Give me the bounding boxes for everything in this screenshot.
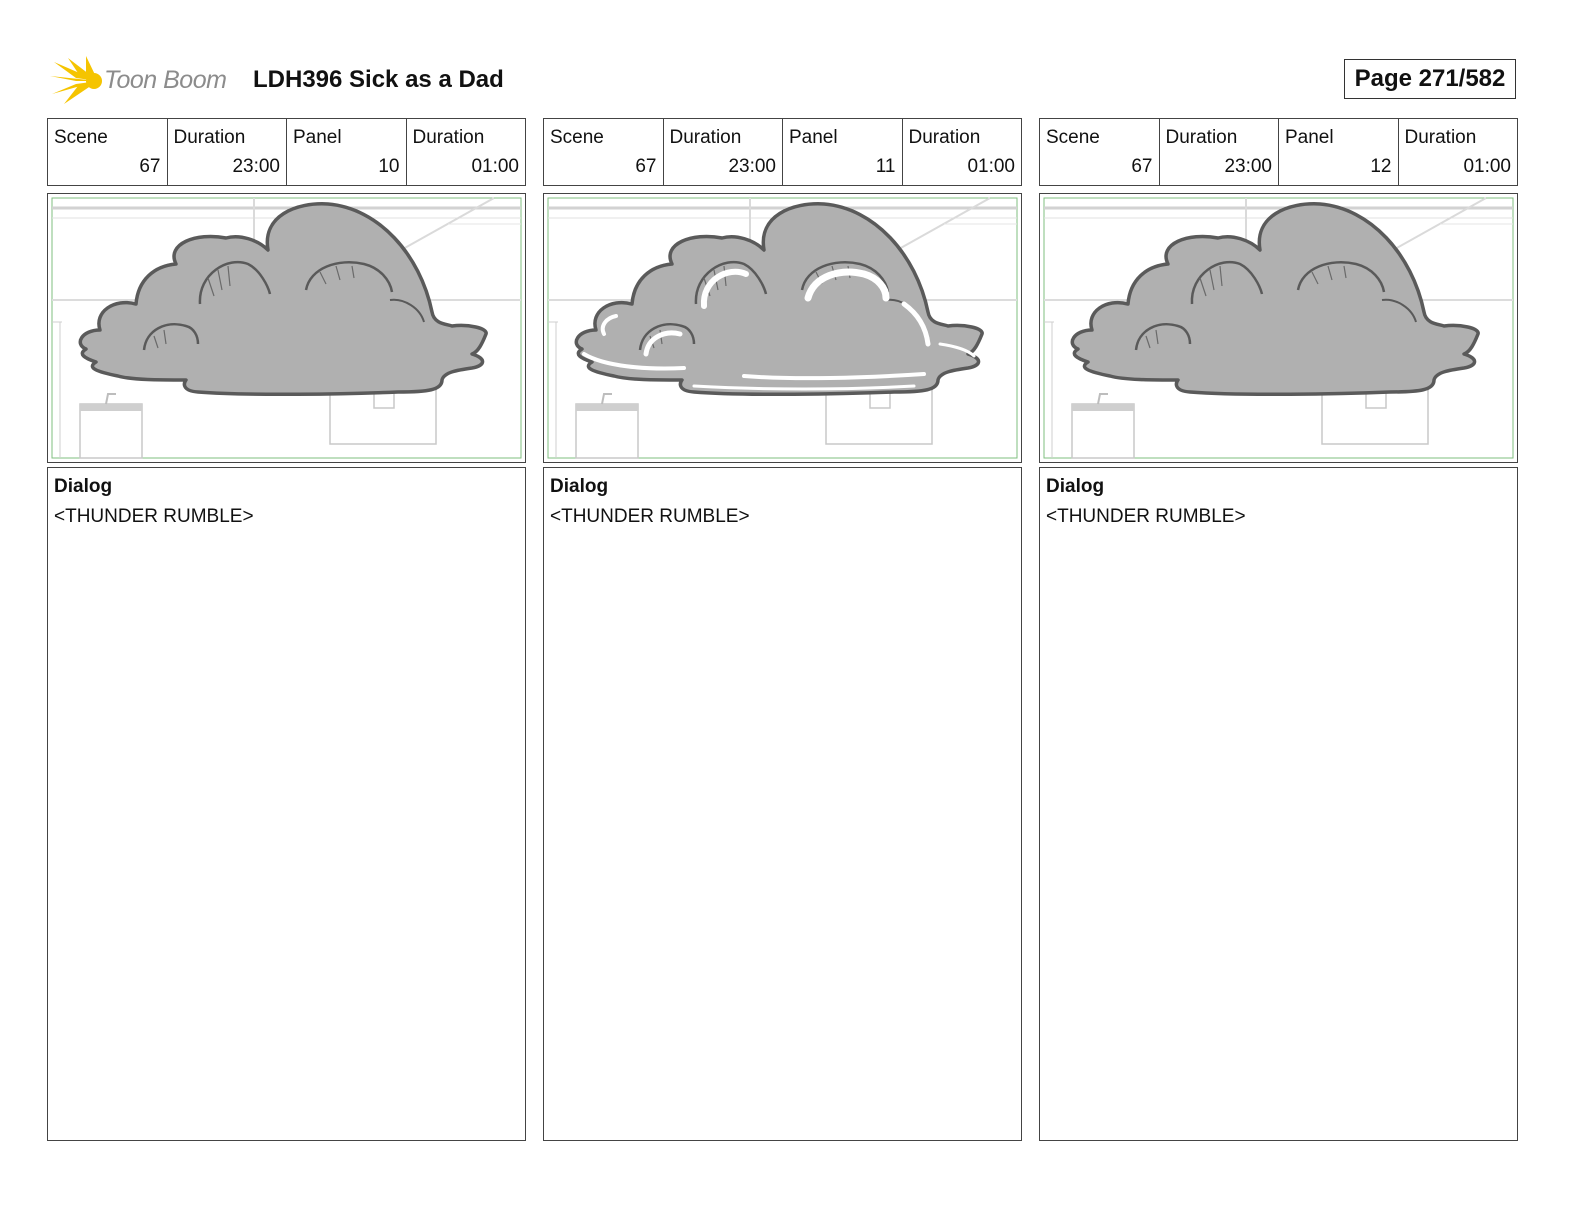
scene-cell: [1040, 119, 1160, 185]
dialog-label: Dialog: [54, 476, 113, 497]
scene-value: 67: [635, 156, 657, 177]
dialog-text: <THUNDER RUMBLE>: [54, 506, 254, 527]
scene-duration-value: 23:00: [1224, 156, 1272, 177]
dialog-text: <THUNDER RUMBLE>: [550, 506, 750, 527]
scene-duration-value: 23:00: [728, 156, 776, 177]
cloud-icon: [1040, 194, 1517, 462]
dialog-box: [1039, 467, 1518, 1141]
panel-value: 12: [1370, 156, 1392, 177]
panel-duration-label: Duration: [412, 127, 485, 148]
panel-duration-value: 01:00: [471, 156, 519, 177]
logo-text: Toon Boom: [104, 66, 227, 94]
toon-boom-logo: [50, 56, 240, 106]
panel-duration-cell: [407, 119, 526, 185]
scene-cell: [544, 119, 664, 185]
panel-cell: [783, 119, 903, 185]
document-title: LDH396 Sick as a Dad: [253, 66, 504, 93]
scene-label: Scene: [1046, 127, 1100, 148]
dialog-box: [543, 467, 1022, 1141]
scene-duration-label: Duration: [1165, 127, 1238, 148]
scene-duration-cell: [168, 119, 288, 185]
panel-duration-value: 01:00: [967, 156, 1015, 177]
panel-cell: [287, 119, 407, 185]
panel-value: 10: [378, 156, 400, 177]
panel-cell: [1279, 119, 1399, 185]
scene-label: Scene: [550, 127, 604, 148]
panel-label: Panel: [789, 127, 838, 148]
panel-duration-cell: [903, 119, 1022, 185]
panel-info-bar: [543, 118, 1022, 186]
scene-duration-label: Duration: [669, 127, 742, 148]
cloud-icon: [48, 194, 525, 462]
panel-info-bar: [47, 118, 526, 186]
panel-duration-cell: [1399, 119, 1518, 185]
panel-label: Panel: [1285, 127, 1334, 148]
dialog-box: [47, 467, 526, 1141]
scene-label: Scene: [54, 127, 108, 148]
scene-duration-cell: [664, 119, 784, 185]
dialog-text: <THUNDER RUMBLE>: [1046, 506, 1246, 527]
cloud-icon: [544, 194, 1021, 462]
scene-value: 67: [139, 156, 161, 177]
panel-drawing: [1039, 193, 1518, 463]
panel-label: Panel: [293, 127, 342, 148]
panel-duration-label: Duration: [1404, 127, 1477, 148]
panel-value: 11: [875, 156, 896, 177]
panel-duration-value: 01:00: [1463, 156, 1511, 177]
scene-duration-cell: [1160, 119, 1280, 185]
scene-value: 67: [1131, 156, 1153, 177]
scene-duration-label: Duration: [173, 127, 246, 148]
page-number: Page 271/582: [1344, 59, 1516, 99]
panel-drawing: [47, 193, 526, 463]
panel-duration-label: Duration: [908, 127, 981, 148]
scene-duration-value: 23:00: [232, 156, 280, 177]
dialog-label: Dialog: [550, 476, 609, 497]
panel-drawing: [543, 193, 1022, 463]
scene-cell: [48, 119, 168, 185]
panel-info-bar: [1039, 118, 1518, 186]
dialog-label: Dialog: [1046, 476, 1105, 497]
starburst-icon: [50, 56, 110, 106]
